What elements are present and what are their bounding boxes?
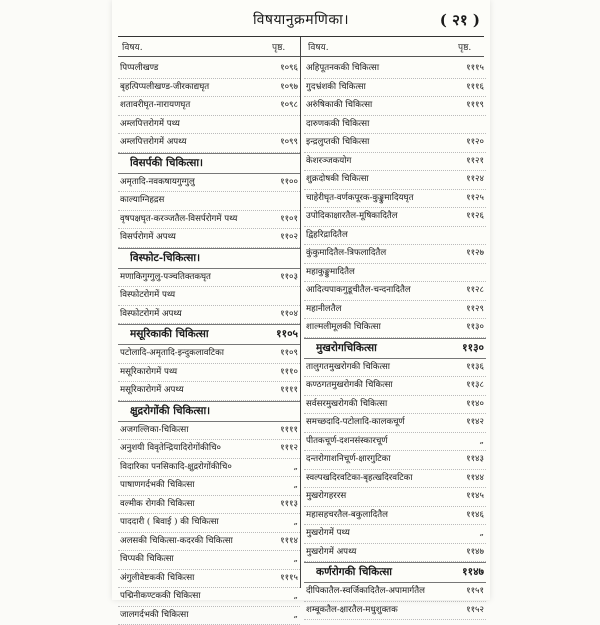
entry-text: वृषपक्षघृत-करञ्जतैल-विसर्परोगमें पथ्य (120, 211, 268, 229)
entry-text: चाहेरीघृत-वर्णकपूरक-कुङ्कुमादियघृत (306, 190, 454, 208)
entry-text: स्वल्पखदिरवटिका-बृहत्खदिरवटिका (306, 470, 454, 488)
entry-page: ११११ (268, 382, 298, 400)
entry-text: द्विहरिद्रादितैल (306, 227, 454, 245)
index-entry (118, 533, 300, 552)
entry-text: विसर्पकी चिकित्सा। (130, 154, 268, 173)
entry-text: अलसकी चिकित्सा-कदरकी चिकित्सा (120, 533, 268, 551)
entry-text: पाददारी ( बिवाई ) की चिकित्सा (120, 514, 268, 532)
column-divider (300, 37, 301, 588)
entry-page: १११९ (454, 97, 484, 115)
index-entry (304, 79, 486, 98)
index-entry (304, 583, 486, 602)
entry-page: ११२९ (454, 301, 484, 319)
index-entry (304, 525, 486, 544)
entry-page: ११३८ (454, 377, 484, 395)
entry-text: काल्याग्निहद्रस (120, 192, 268, 210)
index-entry (304, 359, 486, 378)
entry-page: ११४३ (454, 451, 484, 469)
index-entry (118, 174, 300, 193)
entry-page: ११२१ (454, 153, 484, 171)
entry-page: ११३० (454, 339, 484, 358)
entry-page: ११४६ (454, 507, 484, 525)
entry-text: शुक्रदोषकी चिकित्सा (306, 171, 454, 189)
entry-page: ११४७ (454, 544, 484, 562)
header-rule (118, 56, 484, 57)
entry-page: „ (268, 459, 298, 477)
index-entry (118, 496, 300, 515)
index-entry (118, 514, 300, 533)
entry-text: अम्लपित्तरोगमें अपथ्य (120, 134, 268, 152)
index-entry (118, 477, 300, 496)
index-entry (304, 116, 486, 135)
index-entry (118, 97, 300, 116)
entry-text: अनुशयी विवृतेन्द्रियादिरोगोंकीचि० (120, 440, 268, 458)
index-entry (304, 488, 486, 507)
entry-page: ११२० (454, 134, 484, 152)
entry-page: ११०१ (268, 211, 298, 229)
index-entry (118, 588, 300, 607)
entry-text: दीपिकातैल-स्वर्जिकादितैल-अपामार्गतैल (306, 583, 454, 601)
entry-page: „ (268, 477, 298, 495)
index-entry (118, 134, 300, 153)
page-label-left: पृष्ठ. (272, 40, 285, 54)
section-heading (118, 401, 300, 422)
index-entry (304, 208, 486, 227)
entry-text: विस्फोटरोगमें पथ्य (120, 287, 268, 305)
entry-text: केशरञ्जकयोग (306, 153, 454, 171)
entry-text: अमृतादि-नवकषायगुग्गुलु (120, 174, 268, 192)
entry-text: विसर्परोगमें अपथ्य (120, 229, 268, 247)
page-number: ( २१ ) (440, 10, 480, 30)
entry-page: „ (454, 525, 484, 543)
entry-text: उपोदिकाक्षारतैल-मूषिकादितैल (306, 208, 454, 226)
entry-text: क्षुद्ररोगोंकी चिकित्सा। (130, 402, 268, 421)
entry-text: पीतकचूर्ण-दशनसंस्कारचूर्ण (306, 433, 454, 451)
entry-page: ११२७ (454, 245, 484, 263)
index-entry (118, 79, 300, 98)
entry-text: मसूरिकाकी चिकित्सा (130, 325, 268, 344)
section-heading (304, 562, 486, 583)
entry-page: १११३ (268, 496, 298, 514)
entry-page: ११०५ (268, 325, 298, 344)
entry-text: अंगुलीवेष्टककी चिकित्सा (120, 570, 268, 588)
index-entry (118, 192, 300, 211)
index-entry (118, 211, 300, 230)
entry-text: अम्लपित्तरोगमें पथ्य (120, 116, 268, 134)
index-entry (304, 190, 486, 209)
entry-page: ११३६ (454, 359, 484, 377)
index-entry (118, 382, 300, 401)
index-entry (118, 306, 300, 325)
entry-text: गुदभ्रंशकी चिकित्सा (306, 79, 454, 97)
entry-text: विस्फोट-चिकित्सा। (130, 249, 268, 268)
index-entry (304, 153, 486, 172)
index-entry (118, 116, 300, 135)
entry-page: ११०९ (268, 345, 298, 363)
subject-label-left: विषय. (122, 40, 143, 54)
entry-page: ११५१ (454, 583, 484, 601)
index-entry (304, 245, 486, 264)
entry-page: १०९९ (268, 134, 298, 152)
index-entry (118, 287, 300, 306)
index-entry (304, 377, 486, 396)
entry-page: १०९६ (268, 60, 298, 78)
index-entry (118, 269, 300, 288)
entry-text: शम्बूकतैल-क्षारतैल-मधुशुक्तक (306, 602, 454, 620)
index-entry (304, 470, 486, 489)
entry-text: मणाकिगुग्गुलु-पञ्चतिक्तकघृत (120, 269, 268, 287)
index-entry (304, 282, 486, 301)
entry-page: ११०४ (268, 306, 298, 324)
entry-text: अरुंषिकाकी चिकित्सा (306, 97, 454, 115)
index-entry (304, 544, 486, 563)
entry-text: पिप्पलीखण्ड (120, 60, 268, 78)
entry-page: ११४४ (454, 470, 484, 488)
index-entry (118, 570, 300, 589)
entry-text: शतावरीघृत-नारायणघृत (120, 97, 268, 115)
entry-text: महासहचरतैल-बकुलादितैल (306, 507, 454, 525)
entry-text: कर्णरोगकी चिकित्सा (316, 563, 454, 582)
entry-text: विदारिका पनसिकादि-क्षुद्ररोगोंकीचि० (120, 459, 268, 477)
entry-page: १११५ (454, 60, 484, 78)
entry-text: कुंकुमादितैल-त्रिफलादितैल (306, 245, 454, 263)
entry-text: मुखरोगहररस (306, 488, 454, 506)
book-page (112, 0, 490, 600)
index-entry (118, 459, 300, 478)
index-entry (304, 319, 486, 338)
entry-page: १११६ (454, 79, 484, 97)
entry-page: ११४२ (454, 414, 484, 432)
entry-page: १०९७ (268, 79, 298, 97)
entry-page: १०९८ (268, 97, 298, 115)
index-entry (304, 301, 486, 320)
index-entry (304, 264, 486, 283)
entry-text: मुखरोगमें पथ्य (306, 525, 454, 543)
entry-text: दारुणककी चिकित्सा (306, 116, 454, 134)
entry-text: आदित्यपाकगुडूचीतैल-चन्दनादितैल (306, 282, 454, 300)
left-index-column (118, 60, 300, 625)
index-entry (118, 551, 300, 570)
index-entry (118, 60, 300, 79)
section-heading (118, 324, 300, 345)
entry-text: जालगर्दभकी चिकित्सा (120, 607, 268, 625)
entry-text: मुखरोगमें अपथ्य (306, 544, 454, 562)
index-entry (118, 607, 300, 625)
entry-text: अहिपूतनककी चिकित्सा (306, 60, 454, 78)
entry-page: ११५२ (454, 602, 484, 620)
entry-page: ११०२ (268, 229, 298, 247)
entry-page: ११२८ (454, 282, 484, 300)
entry-text: कण्ठगतमुखरोगकी चिकित्सा (306, 377, 454, 395)
page-header (112, 8, 490, 34)
entry-text: मसूरिकारोगमें अपथ्य (120, 382, 268, 400)
entry-text: सर्वसरमुखरोगकी चिकित्सा (306, 396, 454, 414)
index-entry (304, 134, 486, 153)
page-title: विषयानुक्रमणिका। (112, 10, 490, 29)
index-entry (304, 451, 486, 470)
entry-page: ११४० (454, 396, 484, 414)
index-entry (304, 602, 486, 621)
entry-page: ११३० (454, 319, 484, 337)
entry-text: पद्मिनीकण्टककी चिकित्सा (120, 588, 268, 606)
top-rule (118, 36, 484, 37)
entry-page: ११०३ (268, 269, 298, 287)
index-entry (304, 171, 486, 190)
entry-text: विस्फोटरोगमें अपथ्य (120, 306, 268, 324)
index-entry (304, 507, 486, 526)
entry-text: महाकुङ्कुमादितैल (306, 264, 454, 282)
index-entry (304, 433, 486, 452)
entry-page: „ (268, 607, 298, 625)
entry-page: ११२४ (454, 171, 484, 189)
entry-text: तालुगतमुखरोगकी चिकित्सा (306, 359, 454, 377)
section-heading (118, 153, 300, 174)
section-heading (118, 248, 300, 269)
entry-text: पाषाणगर्दभकी चिकित्सा (120, 477, 268, 495)
index-entry (118, 364, 300, 383)
index-entry (304, 396, 486, 415)
entry-page: १११२ (268, 440, 298, 458)
entry-text: वल्मीक रोगकी चिकित्सा (120, 496, 268, 514)
entry-page: „ (268, 551, 298, 569)
index-entry (304, 227, 486, 246)
entry-text: इन्द्रलुप्तकी चिकित्सा (306, 134, 454, 152)
entry-page: १११० (268, 364, 298, 382)
entry-text: मुखरोगचिकित्सा (316, 339, 454, 358)
section-heading (304, 338, 486, 359)
entry-page: ११२५ (454, 190, 484, 208)
index-entry (118, 229, 300, 248)
right-index-column (304, 60, 486, 620)
entry-page: ११२६ (454, 208, 484, 226)
entry-page: १११५ (268, 570, 298, 588)
index-entry (118, 422, 300, 441)
entry-page: ११४५ (454, 488, 484, 506)
entry-text: चिप्पकी चिकित्सा (120, 551, 268, 569)
entry-page: „ (268, 588, 298, 606)
entry-page: ११११ (268, 422, 298, 440)
entry-text: समच्छदादि-पटोलादि-कालकचूर्ण (306, 414, 454, 432)
entry-text: शाल्मलीमूलकी चिकित्सा (306, 319, 454, 337)
entry-text: महानीलतैल (306, 301, 454, 319)
entry-page: १११४ (268, 533, 298, 551)
entry-text: दन्तरोगाशनिचूर्ण-क्षारगुटिका (306, 451, 454, 469)
subject-label-right: विषय. (308, 40, 329, 54)
entry-text: पटोलादि-अमृतादि-इन्दुकलावटिका (120, 345, 268, 363)
entry-text: अजगल्लिका-चिकित्सा (120, 422, 268, 440)
entry-text: बृहत्पिप्पलीखण्ड-जीरकाद्यघृत (120, 79, 268, 97)
entry-page: ११४७ (454, 563, 484, 582)
index-entry (304, 414, 486, 433)
entry-text: मसूरिकारोगमें पथ्य (120, 364, 268, 382)
index-entry (304, 97, 486, 116)
entry-page: ११०० (268, 174, 298, 192)
entry-page: „ (454, 433, 484, 451)
entry-page: „ (268, 514, 298, 532)
page-label-right: पृष्ठ. (458, 40, 471, 54)
index-entry (118, 440, 300, 459)
index-entry (304, 60, 486, 79)
index-entry (118, 345, 300, 364)
